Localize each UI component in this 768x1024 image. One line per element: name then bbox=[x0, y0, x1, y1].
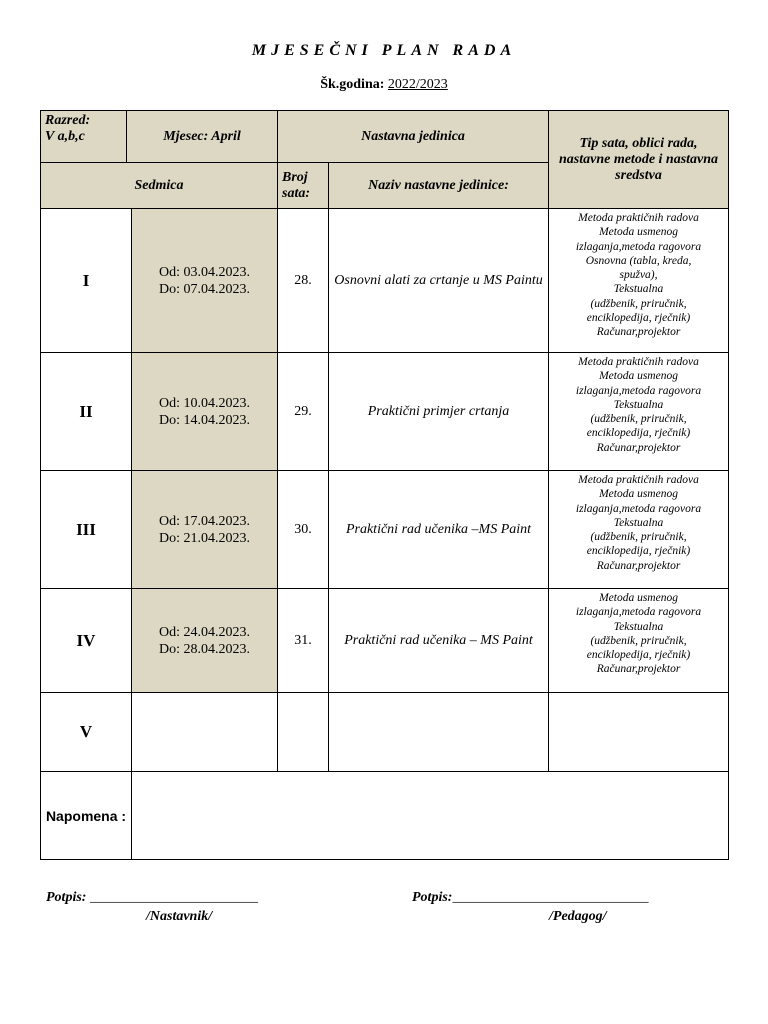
school-year-label: Šk.godina: bbox=[320, 77, 385, 92]
method-line: Metoda usmenog bbox=[599, 592, 678, 604]
hour-number: 30. bbox=[278, 471, 329, 589]
method-line: enciklopedija, rječnik) bbox=[586, 649, 691, 662]
method-line: izlaganja,metoda ragovora bbox=[575, 606, 702, 619]
date-to: Do: 21.04.2023. bbox=[159, 530, 250, 546]
date-from: Od: 24.04.2023. bbox=[159, 624, 250, 640]
method-line: Računar,projektor bbox=[596, 663, 681, 676]
week-number: V bbox=[41, 693, 132, 772]
method-line: Računar,projektor bbox=[596, 326, 681, 339]
method-line: Računar,projektor bbox=[596, 441, 681, 454]
method-line: Metoda praktičnih radova bbox=[578, 356, 699, 368]
unit-name: Praktični rad učenika –MS Paint bbox=[329, 471, 549, 589]
date-from: Od: 10.04.2023. bbox=[159, 395, 250, 411]
method-line: (udžbenik, priručnik, bbox=[590, 297, 687, 310]
table-row bbox=[41, 209, 729, 353]
week-header: Sedmica bbox=[41, 163, 278, 209]
methods-cell bbox=[549, 209, 729, 353]
method-line: (udžbenik, priručnik, bbox=[590, 531, 687, 544]
method-line: enciklopedija, rječnik) bbox=[586, 312, 691, 325]
signature-label: Potpis: bbox=[46, 890, 87, 905]
method-line: Metoda usmenog bbox=[599, 488, 678, 501]
methods-cell bbox=[549, 353, 729, 471]
date-to: Do: 14.04.2023. bbox=[159, 412, 250, 428]
unit-header: Nastavna jedinica bbox=[278, 111, 549, 163]
note-label: Napomena : bbox=[41, 772, 132, 860]
week-dates bbox=[132, 353, 278, 471]
method-line: enciklopedija, rječnik) bbox=[586, 545, 691, 558]
razred-label: Razred: bbox=[45, 113, 91, 128]
unit-name: Osnovni alati za crtanje u MS Paintu bbox=[329, 209, 549, 353]
method-line: Metoda usmenog bbox=[599, 370, 678, 383]
method-line: Tekstualna bbox=[613, 283, 664, 296]
type-header: Tip sata, oblici rada, nastavne metode i nastavna sredstva bbox=[549, 111, 729, 209]
hour-number-header: Broj sata: bbox=[278, 163, 329, 209]
table-row bbox=[41, 353, 729, 471]
methods-cell bbox=[549, 589, 729, 693]
method-line: (udžbenik, priručnik, bbox=[590, 413, 687, 426]
date-to: Do: 28.04.2023. bbox=[159, 641, 250, 657]
method-line: Metoda usmenog bbox=[599, 226, 678, 239]
month-header: Mjesec: April bbox=[127, 111, 278, 163]
week-number: I bbox=[41, 209, 132, 353]
unit-name bbox=[329, 693, 549, 772]
signature-teacher bbox=[46, 890, 258, 906]
signature-pedagogue bbox=[412, 890, 648, 906]
method-line: enciklopedija, rječnik) bbox=[586, 427, 691, 440]
signature-teacher-role: /Nastavnik/ bbox=[146, 909, 213, 924]
hour-number: 28. bbox=[278, 209, 329, 353]
methods-cell bbox=[549, 471, 729, 589]
table-row bbox=[41, 589, 729, 693]
methods-cell bbox=[549, 693, 729, 772]
razred-value: V a,b,c bbox=[45, 129, 85, 144]
week-number: II bbox=[41, 353, 132, 471]
note-field bbox=[132, 772, 729, 860]
plan-table bbox=[40, 110, 729, 860]
note-row bbox=[41, 772, 729, 860]
method-line: (udžbenik, priručnik, bbox=[590, 634, 687, 647]
method-line: Metoda praktičnih radova bbox=[578, 474, 699, 486]
method-line: Računar,projektor bbox=[596, 559, 681, 572]
method-line: izlaganja,metoda ragovora bbox=[575, 384, 702, 397]
date-from: Od: 17.04.2023. bbox=[159, 513, 250, 529]
unit-name: Praktični primjer crtanja bbox=[329, 353, 549, 471]
date-to: Do: 07.04.2023. bbox=[159, 281, 250, 297]
week-number: III bbox=[41, 471, 132, 589]
date-from: Od: 03.04.2023. bbox=[159, 264, 250, 280]
hour-number: 29. bbox=[278, 353, 329, 471]
method-line: Osnovna (tabla, kreda, bbox=[585, 254, 692, 267]
signature-pedagogue-role: /Pedagog/ bbox=[549, 909, 607, 924]
table-row bbox=[41, 693, 729, 772]
signature-label: Potpis: bbox=[412, 890, 453, 905]
method-line: izlaganja,metoda ragovora bbox=[575, 240, 702, 253]
week-number: IV bbox=[41, 589, 132, 693]
hour-number: 31. bbox=[278, 589, 329, 693]
method-line: Metoda praktičnih radova bbox=[578, 212, 699, 224]
document-title: MJESEČNI PLAN RADA bbox=[251, 42, 517, 59]
method-line: Tekstualna bbox=[613, 398, 664, 411]
signature-line: ________________________ bbox=[89, 890, 258, 905]
hour-number bbox=[278, 693, 329, 772]
razred-cell bbox=[41, 111, 127, 163]
signature-line: ____________________________ bbox=[452, 890, 649, 905]
method-line: izlaganja,metoda ragovora bbox=[575, 502, 702, 515]
week-dates bbox=[132, 209, 278, 353]
method-line: Tekstualna bbox=[613, 620, 664, 633]
school-year-value: 2022/2023 bbox=[387, 77, 448, 92]
unit-name: Praktični rad učenika – MS Paint bbox=[329, 589, 549, 693]
method-line: spužva), bbox=[619, 269, 658, 282]
method-line: Tekstualna bbox=[613, 516, 664, 529]
unit-name-header: Naziv nastavne jedinice: bbox=[329, 163, 549, 209]
school-year bbox=[0, 77, 768, 93]
week-dates bbox=[132, 693, 278, 772]
week-dates bbox=[132, 589, 278, 693]
table-row bbox=[41, 471, 729, 589]
week-dates bbox=[132, 471, 278, 589]
